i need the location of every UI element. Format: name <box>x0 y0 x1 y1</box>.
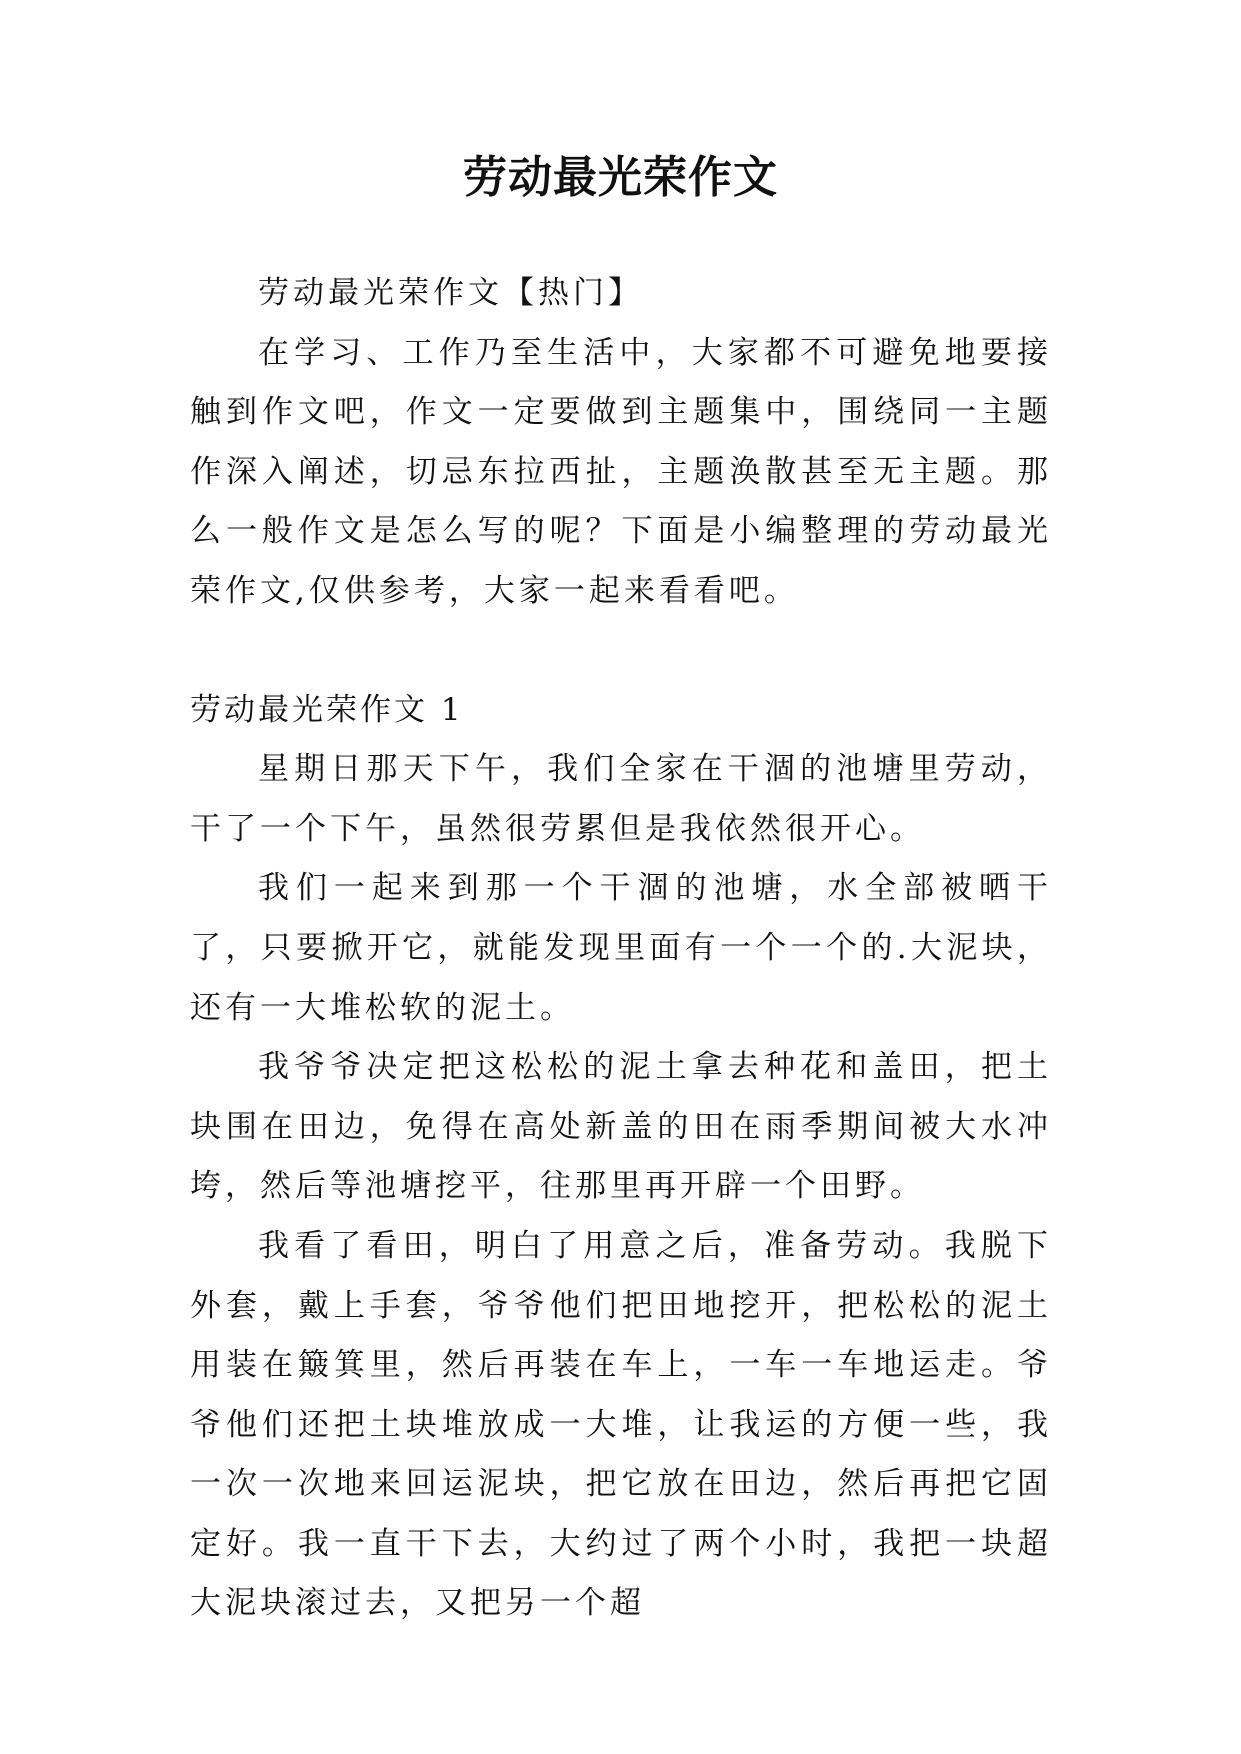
intro-heading: 劳动最光荣作文【热门】 <box>258 275 643 311</box>
body-paragraph-4: 我看了看田，明白了用意之后，准备劳动。我脱下外套，戴上手套，爷爷他们把田地挖开，把松松的泥土用装在簸箕里，然后再装在车上，一车一车地运走。爷爷他们还把土块堆放成一大堆，让我运的方便一些，我一次一次地来回运泥块，把它放在田边，然后再把它固定好。我一直干下去，大约过了两个小时，我把一块超大泥块滚过去，又把另一个超 <box>190 1227 1052 1622</box>
document-body <box>190 264 1052 1634</box>
body-paragraph-2: 我们一起来到那一个干涸的池塘，水全部被晒干了，只要掀开它，就能发现里面有一个一个的.大泥块，还有一大堆松软的泥土。 <box>190 870 1052 1026</box>
body-paragraph-1: 星期日那天下午，我们全家在干涸的池塘里劳动，干了一个下午，虽然很劳累但是我依然很开心。 <box>190 751 1052 847</box>
body-paragraph-3: 我爷爷决定把这松松的泥土拿去种花和盖田，把土块围在田边，免得在高处新盖的田在雨季期间被大水冲垮，然后等池塘挖平，往那里再开辟一个田野。 <box>190 1049 1052 1205</box>
document-title: 劳动最光荣作文 <box>463 152 778 203</box>
section-heading: 劳动最光荣作文 1 <box>190 691 464 728</box>
intro-paragraph: 在学习、工作乃至生活中，大家都不可避免地要接触到作文吧，作文一定要做到主题集中，围绕同一主题作深入阐述，切忌东拉西扯，主题涣散甚至无主题。那么一般作文是怎么写的呢？下面是小编整理的劳动最光荣作文,仅供参考，大家一起来看看吧。 <box>190 334 1052 609</box>
